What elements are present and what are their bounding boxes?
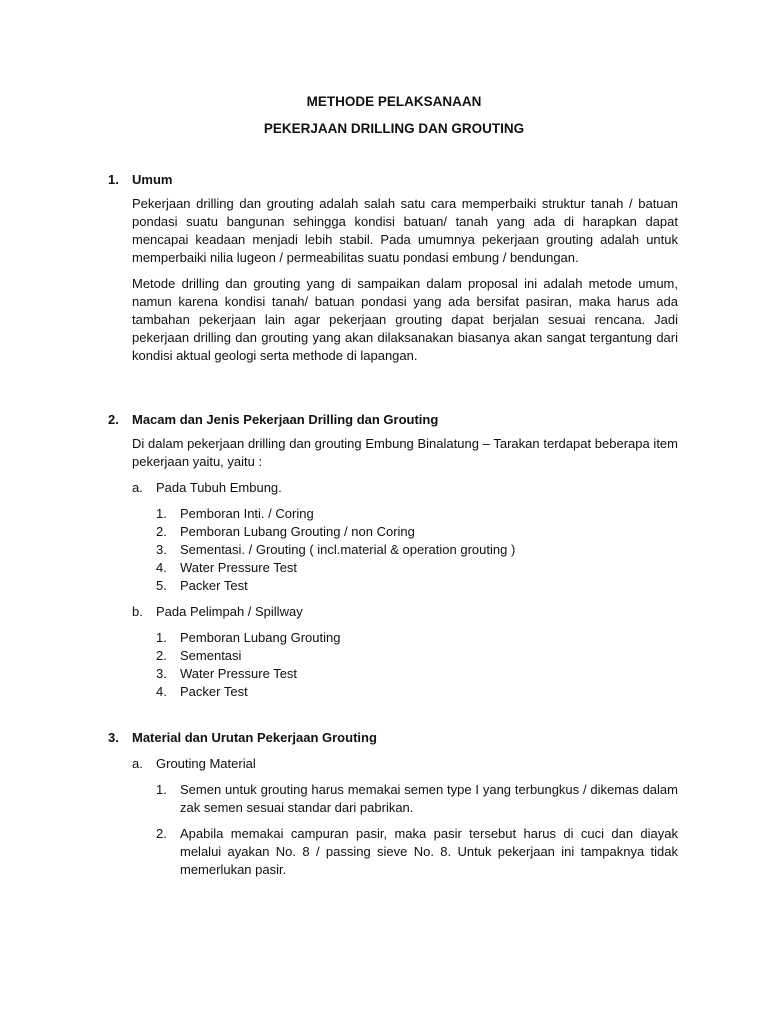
list-item: 4. Packer Test bbox=[156, 684, 248, 699]
sub-item-a bbox=[132, 479, 678, 497]
numbered-list bbox=[108, 629, 678, 701]
section-heading bbox=[108, 411, 678, 429]
section-macam-jenis bbox=[108, 411, 678, 701]
section-umum bbox=[108, 171, 678, 365]
document-subtitle: PEKERJAAN DRILLING DAN GROUTING bbox=[263, 121, 525, 136]
sub-letter: b. bbox=[132, 604, 143, 619]
section-number: 2. bbox=[108, 412, 119, 427]
section-number: 1. bbox=[108, 172, 119, 187]
sub-label: Pada Pelimpah / Spillway bbox=[156, 604, 303, 619]
list-item: 1. Pemboran Lubang Grouting bbox=[156, 630, 341, 645]
paragraph: Di dalam pekerjaan drilling dan grouting Embung Binalatung – Tarakan terdapat beberapa item pekerjaan yaitu, yaitu : bbox=[132, 436, 678, 469]
list-item: 2. Pemboran Lubang Grouting / non Coring bbox=[156, 524, 415, 539]
list-item: 3. Water Pressure Test bbox=[156, 666, 298, 681]
list-item: 2. Sementasi bbox=[156, 648, 242, 663]
paragraph: Metode drilling dan grouting yang di sampaikan dalam proposal ini adalah metode umum, namun karena kondisi tanah/ batuan pondasi yang ada bersifat pasiran, maka harus ada tambahan pekerjaan lain agar pekerjaan grouting dapat berjalan sesuai rencana. Jadi pekerjaan drilling dan grouting yang akan dilaksanakan biasanya akan sangat tergantung dari kondisi aktual geologi serta methode di lapangan. bbox=[132, 276, 678, 363]
section-title: Macam dan Jenis Pekerjaan Drilling dan Grouting bbox=[132, 412, 439, 427]
list-item: 4. Water Pressure Test bbox=[156, 560, 298, 575]
numbered-list bbox=[108, 781, 678, 879]
section-title: Umum bbox=[132, 172, 173, 187]
sub-item-a bbox=[132, 755, 678, 773]
sub-letter: a. bbox=[132, 480, 143, 495]
section-number: 3. bbox=[108, 730, 119, 745]
section-heading bbox=[108, 729, 678, 747]
sub-label: Pada Tubuh Embung. bbox=[156, 480, 282, 495]
document-title: METHODE PELAKSANAAN bbox=[306, 94, 482, 109]
list-item: 2. Apabila memakai campuran pasir, maka pasir tersebut harus di cuci dan diayak melalui ayakan No. 8 / passing sieve No. 8. Untuk pekerjaan ini tampaknya tidak memerlukan pasir. bbox=[156, 826, 678, 877]
list-item: 3. Sementasi. / Grouting ( incl.material & operation grouting ) bbox=[156, 542, 516, 557]
sub-label: Grouting Material bbox=[156, 756, 256, 771]
list-item: 1. Semen untuk grouting harus memakai semen type I yang terbungkus / dikemas dalam zak semen sesuai standar dari pabrikan. bbox=[156, 782, 678, 815]
section-title: Material dan Urutan Pekerjaan Grouting bbox=[132, 730, 377, 745]
sub-item-b bbox=[132, 603, 678, 621]
section-material-urutan bbox=[108, 729, 678, 879]
list-item: 1. Pemboran Inti. / Coring bbox=[156, 506, 314, 521]
paragraph: Pekerjaan drilling dan grouting adalah salah satu cara memperbaiki struktur tanah / batuan pondasi suatu bangunan sehingga kondisi batuan/ tanah yang ada di harapkan dapat mencapai keadaan menjadi lebih stabil. Pada umumnya pekerjaan grouting adalah untuk memperbaiki nilia lugeon / permeabilitas suatu pondasi embung / bendungan. bbox=[132, 196, 678, 265]
section-heading bbox=[108, 171, 678, 189]
sub-letter: a. bbox=[132, 756, 143, 771]
numbered-list bbox=[108, 505, 678, 595]
list-item: 5. Packer Test bbox=[156, 578, 248, 593]
